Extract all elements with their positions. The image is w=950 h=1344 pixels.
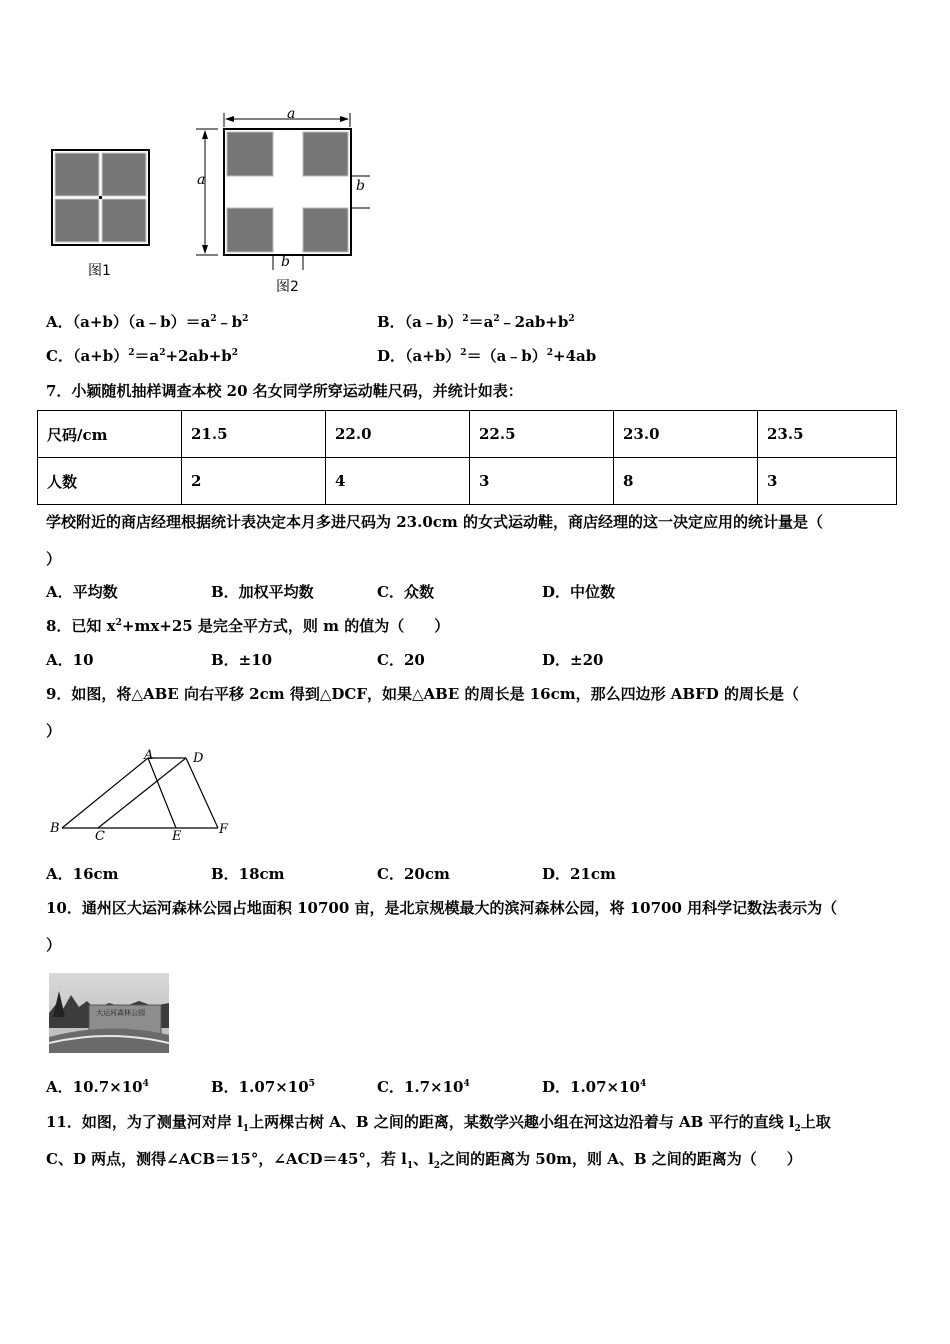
q6-option-d: D．$(a+b)^2=(a﹣b)^2+4ab$ <box>377 347 597 365</box>
q10-option-c-exp: 4 <box>463 1079 470 1089</box>
table-cell: 21.5 <box>182 411 326 458</box>
figure-2-a-top: a <box>287 106 296 122</box>
q10-stem-line2: ） <box>46 936 62 954</box>
table-cell: 23.0 <box>614 411 758 458</box>
q8-stem-sup: 2 <box>115 618 122 628</box>
q8-option-c: C．20 <box>377 651 425 669</box>
q11-line2-sub1: 1 <box>406 1161 414 1171</box>
table-cell: 4 <box>326 458 470 505</box>
park-photo-sign-text: 大运河森林公园 <box>96 1009 145 1017</box>
q9-triangle-figure <box>46 748 236 848</box>
q7-option-a: A．平均数 <box>46 583 118 601</box>
q9-stem-line2: ） <box>46 722 62 740</box>
q10-option-d-exp: 4 <box>639 1079 647 1089</box>
q8-option-b: B．±10 <box>211 651 273 669</box>
table-cell: 22.0 <box>326 411 470 458</box>
table-cell: 22.5 <box>470 411 614 458</box>
q7-option-b: B．加权平均数 <box>211 583 314 601</box>
table-cell: 8 <box>614 458 758 505</box>
q11-line2-part-b: 、l <box>413 1150 434 1168</box>
q11-line1-sub1: 1 <box>242 1124 250 1134</box>
point-label-f: F <box>219 822 229 837</box>
table-header-row <box>38 411 897 458</box>
point-label-d: D <box>193 751 204 766</box>
q11-line1-part-b: 上两棵古树 A、B 之间的距离，某数学兴趣小组在河这边沿着与 AB 平行的直线 l <box>249 1113 795 1131</box>
figure-1 <box>50 148 152 248</box>
figure-2-b-bottom: b <box>281 254 290 270</box>
q8-stem <box>46 615 449 636</box>
q8-option-a: A．10 <box>46 651 94 669</box>
q11-line2-part-c: 之间的距离为 50m，则 A、B 之间的距离为（ ） <box>440 1150 802 1168</box>
q7-after-line2: ） <box>46 550 62 568</box>
figure-2-a-left: a <box>197 172 206 188</box>
point-label-e: E <box>172 829 182 844</box>
q6-option-a: A．$(a+b)(a﹣b)=a^2﹣b^2$ <box>46 313 249 331</box>
q11-line2-part-a: C、D 两点，测得∠ACB＝15°，∠ACD＝45°，若 l <box>46 1150 407 1168</box>
point-label-b: B <box>50 821 60 836</box>
point-label-a: A <box>144 748 154 763</box>
q11-line1-part-a: 11．如图，为了测量河对岸 l <box>46 1113 243 1131</box>
table-cell: 3 <box>470 458 614 505</box>
figure-2 <box>190 105 380 273</box>
figure-2-b-right: b <box>356 178 365 194</box>
q10-option-a-exp: 4 <box>142 1079 149 1089</box>
table-row <box>38 458 897 505</box>
q10-option-b <box>211 1076 315 1097</box>
q10-option-b-base: B．1.07×10 <box>211 1078 309 1096</box>
q11-line1-part-c: 上取 <box>800 1113 831 1131</box>
q10-option-a <box>46 1076 149 1097</box>
q7-stem: 7．小颖随机抽样调查本校 20 名女同学所穿运动鞋尺码，并统计如表： <box>46 382 523 400</box>
q10-option-c <box>377 1076 470 1097</box>
table-cell: 2 <box>182 458 326 505</box>
q8-option-d: D．±20 <box>542 651 604 669</box>
q6-option-c: C．$(a+b)^2=a^2+2ab+b^2$ <box>46 347 239 365</box>
q9-option-b: B．18cm <box>211 865 285 883</box>
q7-option-c: C．众数 <box>377 583 434 601</box>
table-cell: 人数 <box>38 458 182 505</box>
q10-stem-line1: 10．通州区大运河森林公园占地面积 10700 亩，是北京规模最大的滨河森林公园，将 10700 用科学记数法表示为（ <box>46 899 838 917</box>
q10-option-b-exp: 5 <box>308 1079 315 1089</box>
q6-option-b: B．$(a﹣b)^2=a^2﹣2ab+b^2$ <box>377 313 575 331</box>
table-cell: 尺码/cm <box>38 411 182 458</box>
shoe-size-table <box>37 410 897 505</box>
q11-stem-line2 <box>46 1148 802 1169</box>
table-cell: 23.5 <box>758 411 897 458</box>
q10-option-d-base: D．1.07×10 <box>542 1078 640 1096</box>
q10-option-d <box>542 1076 646 1097</box>
q10-option-c-base: C．1.7×10 <box>377 1078 464 1096</box>
figure-2-label: 图2 <box>276 279 299 295</box>
figure-1-label: 图1 <box>88 263 111 279</box>
q11-stem-line1 <box>46 1111 831 1132</box>
q9-option-d: D．21cm <box>542 865 616 883</box>
table-cell: 3 <box>758 458 897 505</box>
q7-option-d: D．中位数 <box>542 583 616 601</box>
q7-after-line1: 学校附近的商店经理根据统计表决定本月多进尺码为 23.0cm 的女式运动鞋，商店经理的这一决定应用的统计量是（ <box>46 513 823 531</box>
point-label-c: C <box>95 829 105 844</box>
q9-option-c: C．20cm <box>377 865 450 883</box>
q8-stem-post: +mx+25 是完全平方式，则 m 的值为（ ） <box>121 617 450 635</box>
q11-line2-sub2: 2 <box>433 1161 441 1171</box>
q10-option-a-base: A．10.7×10 <box>46 1078 143 1096</box>
q9-option-a: A．16cm <box>46 865 119 883</box>
q11-line1-sub2: 2 <box>794 1124 801 1134</box>
q9-stem-line1: 9．如图，将△ABE 向右平移 2cm 得到△DCF，如果△ABE 的周长是 16cm，那么四边形 ABFD 的周长是（ <box>46 685 799 703</box>
q8-stem-pre: 8．已知 x <box>46 617 116 635</box>
